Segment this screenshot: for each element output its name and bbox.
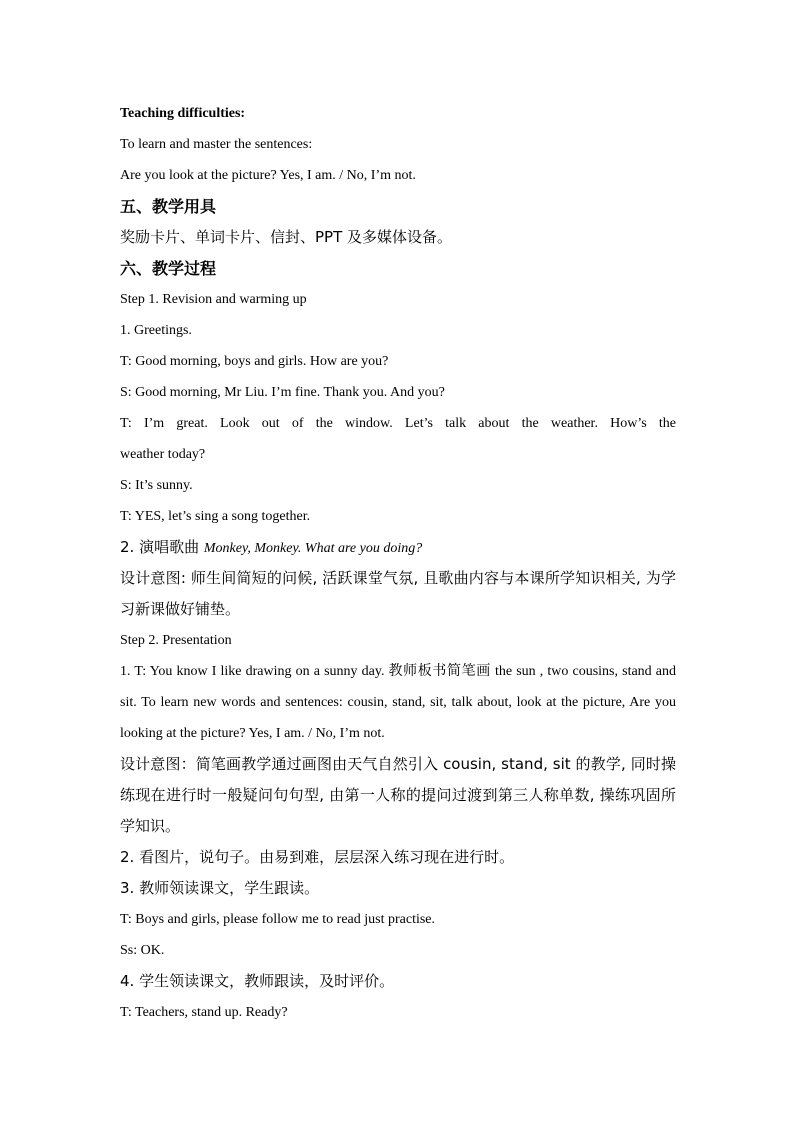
design-intent-1: 设计意图: 师生间简短的问候, 活跃课堂气氛, 且歌曲内容与本课所学知识相关, 为学习新课做好铺垫。	[120, 569, 676, 618]
presentation-item-2: 2. 看图片，说句子。由易到难，层层深入练习现在进行时。	[120, 848, 515, 866]
dialog-line: Ss: OK.	[120, 943, 165, 958]
section-6-heading: 六、教学过程	[120, 259, 217, 278]
presentation-item-3: 3. 教师领读课文，学生跟读。	[120, 879, 320, 897]
greetings-item: 1. Greetings.	[120, 323, 192, 338]
dialog-line: T: YES, let’s sing a song together.	[120, 509, 311, 524]
dialog-line: weather today?	[120, 447, 206, 462]
step-2-title: Step 2. Presentation	[120, 633, 232, 648]
dialog-line: T: I’m great. Look out of the window. Let’s talk about the weather. How’s the	[120, 416, 676, 431]
dialog-line: S: It’s sunny.	[120, 478, 193, 493]
difficulties-title: Teaching difficulties:	[120, 106, 246, 121]
dialog-line: T: Teachers, stand up. Ready?	[120, 1005, 288, 1020]
step-1-title: Step 1. Revision and warming up	[120, 292, 307, 307]
dialog-line: S: Good morning, Mr Liu. I’m fine. Thank you. And you?	[120, 385, 445, 400]
section-5-text: 奖励卡片、单词卡片、信封、PPT 及多媒体设备。	[120, 228, 453, 246]
lesson-plan-content	[120, 98, 676, 1028]
dialog-line: T: Boys and girls, please follow me to read just practise.	[120, 912, 436, 927]
dialog-line: T: Good morning, boys and girls. How are you?	[120, 354, 389, 369]
section-5-heading: 五、教学用具	[120, 197, 217, 216]
presentation-item-4: 4. 学生领读课文，教师跟读，及时评价。	[120, 972, 395, 990]
presentation-item-1: 1. T: You know I like drawing on a sunny day. 教师板书简笔画 the sun , two cousins, stand and sit. To learn new words and sentences: cousin, stand, sit, talk about, look at the picture, Are you looking at the picture? Yes, I am. / No, I’m not.	[120, 664, 676, 741]
difficulties-line-1: To learn and master the sentences:	[120, 137, 313, 152]
design-intent-2: 设计意图：简笔画教学通过画图由天气自然引入 cousin, stand, sit 的教学, 同时操练现在进行时一般疑问句句型, 由第一人称的提问过渡到第三人称单数, 操练巩固所学知识。	[120, 755, 676, 835]
song-title: Monkey, Monkey. What are you doing?	[203, 541, 423, 556]
song-prefix: 2. 演唱歌曲	[120, 538, 204, 556]
difficulties-line-2: Are you look at the picture? Yes, I am. / No, I’m not.	[120, 168, 416, 183]
song-item	[120, 532, 676, 563]
